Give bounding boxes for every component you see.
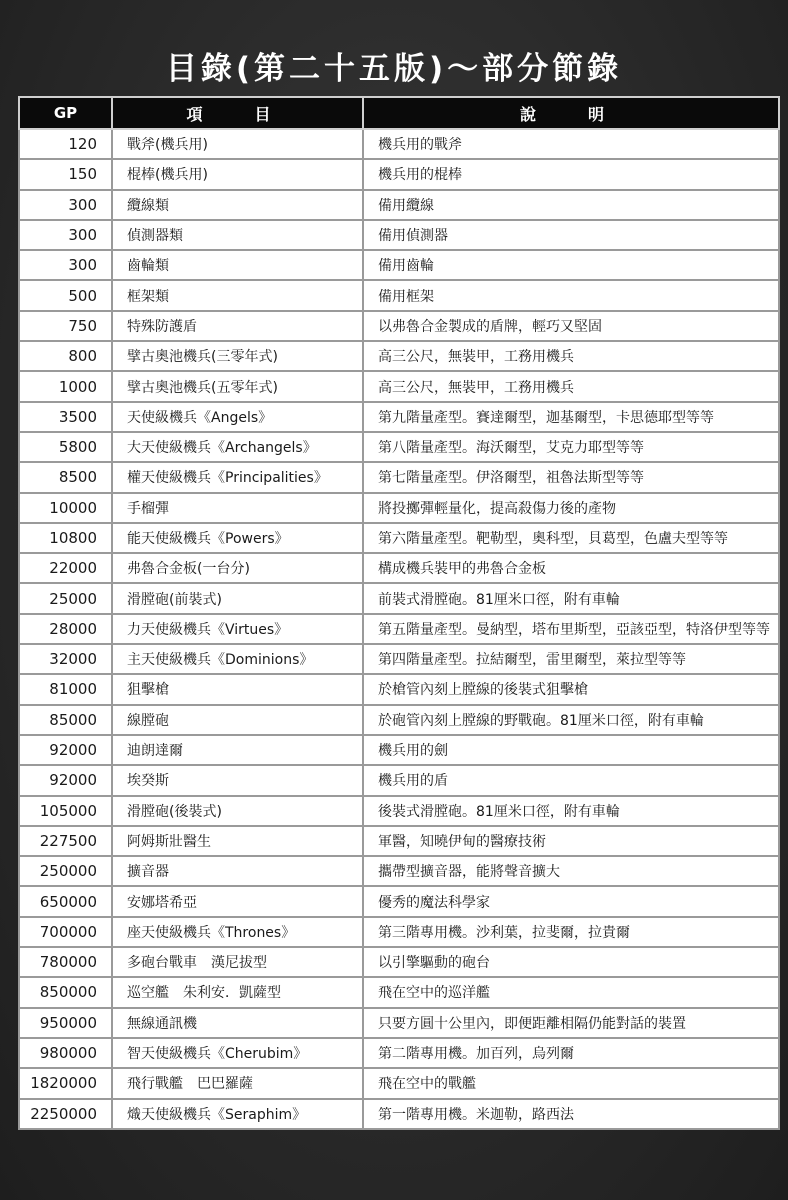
description-cell: 攜帶型擴音器，能將聲音擴大 xyxy=(363,856,779,886)
description-cell: 機兵用的劍 xyxy=(363,735,779,765)
item-cell: 埃癸斯 xyxy=(112,765,363,795)
item-cell: 棍棒(機兵用) xyxy=(112,159,363,189)
description-cell: 飛在空中的巡洋艦 xyxy=(363,977,779,1007)
table-row xyxy=(19,917,779,947)
table-body xyxy=(19,129,779,1129)
table-row xyxy=(19,493,779,523)
item-cell: 座天使級機兵《Thrones》 xyxy=(112,917,363,947)
gp-cell: 1820000 xyxy=(19,1068,112,1098)
item-cell: 無線通訊機 xyxy=(112,1008,363,1038)
item-cell: 纜線類 xyxy=(112,190,363,220)
table-row xyxy=(19,462,779,492)
description-cell: 以弗魯合金製成的盾牌，輕巧又堅固 xyxy=(363,311,779,341)
item-cell: 天使級機兵《Angels》 xyxy=(112,402,363,432)
item-cell: 阿姆斯壯醫生 xyxy=(112,826,363,856)
table-row xyxy=(19,614,779,644)
description-cell: 第七階量產型。伊洛爾型，祖魯法斯型等等 xyxy=(363,462,779,492)
gp-cell: 700000 xyxy=(19,917,112,947)
item-cell: 熾天使級機兵《Seraphim》 xyxy=(112,1099,363,1129)
gp-cell: 81000 xyxy=(19,674,112,704)
description-cell: 高三公尺，無裝甲，工務用機兵 xyxy=(363,371,779,401)
table-row xyxy=(19,553,779,583)
gp-cell: 300 xyxy=(19,190,112,220)
item-cell: 巡空艦 朱利安．凱薩型 xyxy=(112,977,363,1007)
item-cell: 大天使級機兵《Archangels》 xyxy=(112,432,363,462)
item-cell: 智天使級機兵《Cherubim》 xyxy=(112,1038,363,1068)
table-row xyxy=(19,674,779,704)
description-cell: 備用框架 xyxy=(363,280,779,310)
description-cell: 構成機兵裝甲的弗魯合金板 xyxy=(363,553,779,583)
description-cell: 備用偵測器 xyxy=(363,220,779,250)
table-row xyxy=(19,735,779,765)
description-cell: 第一階專用機。米迦勒，路西法 xyxy=(363,1099,779,1129)
gp-cell: 250000 xyxy=(19,856,112,886)
table-row xyxy=(19,280,779,310)
table-row xyxy=(19,159,779,189)
description-cell: 於砲管內刻上膛線的野戰砲。81厘米口徑，附有車輪 xyxy=(363,705,779,735)
item-cell: 滑膛砲(後裝式) xyxy=(112,796,363,826)
description-cell: 於槍管內刻上膛線的後裝式狙擊槍 xyxy=(363,674,779,704)
description-cell: 備用纜線 xyxy=(363,190,779,220)
item-cell: 滑膛砲(前裝式) xyxy=(112,583,363,613)
table-row xyxy=(19,796,779,826)
gp-cell: 5800 xyxy=(19,432,112,462)
table-row xyxy=(19,432,779,462)
table-row xyxy=(19,856,779,886)
item-cell: 擘古奧池機兵(三零年式) xyxy=(112,341,363,371)
description-cell: 軍醫，知曉伊甸的醫療技術 xyxy=(363,826,779,856)
table-row xyxy=(19,371,779,401)
description-cell: 第八階量產型。海沃爾型，艾克力耶型等等 xyxy=(363,432,779,462)
gp-cell: 950000 xyxy=(19,1008,112,1038)
item-cell: 能天使級機兵《Powers》 xyxy=(112,523,363,553)
item-cell: 手榴彈 xyxy=(112,493,363,523)
description-cell: 備用齒輪 xyxy=(363,250,779,280)
gp-cell: 300 xyxy=(19,250,112,280)
column-header-gp: GP xyxy=(19,97,112,129)
gp-cell: 850000 xyxy=(19,977,112,1007)
gp-cell: 8500 xyxy=(19,462,112,492)
gp-cell: 650000 xyxy=(19,886,112,916)
item-cell: 弗魯合金板(一台分) xyxy=(112,553,363,583)
gp-cell: 28000 xyxy=(19,614,112,644)
gp-cell: 1000 xyxy=(19,371,112,401)
gp-cell: 10000 xyxy=(19,493,112,523)
gp-cell: 10800 xyxy=(19,523,112,553)
description-cell: 高三公尺，無裝甲，工務用機兵 xyxy=(363,341,779,371)
description-cell: 機兵用的盾 xyxy=(363,765,779,795)
item-cell: 主天使級機兵《Dominions》 xyxy=(112,644,363,674)
table-header-row xyxy=(19,97,779,129)
description-cell: 優秀的魔法科學家 xyxy=(363,886,779,916)
gp-cell: 750 xyxy=(19,311,112,341)
description-cell: 第三階專用機。沙利葉，拉斐爾，拉貴爾 xyxy=(363,917,779,947)
table-row xyxy=(19,947,779,977)
table-row xyxy=(19,1038,779,1068)
description-cell: 第五階量產型。曼納型，塔布里斯型，亞該亞型，特洛伊型等等 xyxy=(363,614,779,644)
gp-cell: 980000 xyxy=(19,1038,112,1068)
gp-cell: 85000 xyxy=(19,705,112,735)
gp-cell: 92000 xyxy=(19,735,112,765)
description-cell: 第九階量產型。賽達爾型，迦基爾型，卡思德耶型等等 xyxy=(363,402,779,432)
item-cell: 迪朗達爾 xyxy=(112,735,363,765)
item-cell: 力天使級機兵《Virtues》 xyxy=(112,614,363,644)
table-row xyxy=(19,1008,779,1038)
gp-cell: 800 xyxy=(19,341,112,371)
description-cell: 機兵用的棍棒 xyxy=(363,159,779,189)
item-cell: 狙擊槍 xyxy=(112,674,363,704)
description-cell: 第六階量產型。靶勒型，奧科型，貝葛型，色盧夫型等等 xyxy=(363,523,779,553)
item-cell: 擘古奧池機兵(五零年式) xyxy=(112,371,363,401)
gp-cell: 120 xyxy=(19,129,112,159)
column-header-item: 項 目 xyxy=(112,97,363,129)
table-row xyxy=(19,583,779,613)
column-header-description: 說 明 xyxy=(363,97,779,129)
gp-cell: 92000 xyxy=(19,765,112,795)
description-cell: 前裝式滑膛砲。81厘米口徑，附有車輪 xyxy=(363,583,779,613)
page-title: 目錄(第二十五版)～部分節錄 xyxy=(165,51,623,87)
table-row xyxy=(19,402,779,432)
gp-cell: 25000 xyxy=(19,583,112,613)
item-cell: 多砲台戰車 漢尼拔型 xyxy=(112,947,363,977)
gp-cell: 300 xyxy=(19,220,112,250)
item-cell: 偵測器類 xyxy=(112,220,363,250)
item-cell: 齒輪類 xyxy=(112,250,363,280)
table-row xyxy=(19,1068,779,1098)
table-row xyxy=(19,311,779,341)
table-row xyxy=(19,250,779,280)
item-cell: 戰斧(機兵用) xyxy=(112,129,363,159)
table-row xyxy=(19,523,779,553)
item-cell: 框架類 xyxy=(112,280,363,310)
gp-cell: 227500 xyxy=(19,826,112,856)
gp-cell: 150 xyxy=(19,159,112,189)
description-cell: 機兵用的戰斧 xyxy=(363,129,779,159)
table-row xyxy=(19,644,779,674)
description-cell: 以引擎驅動的砲台 xyxy=(363,947,779,977)
item-cell: 擴音器 xyxy=(112,856,363,886)
gp-cell: 3500 xyxy=(19,402,112,432)
table-row xyxy=(19,826,779,856)
gp-cell: 2250000 xyxy=(19,1099,112,1129)
item-cell: 特殊防護盾 xyxy=(112,311,363,341)
item-cell: 權天使級機兵《Principalities》 xyxy=(112,462,363,492)
description-cell: 第二階專用機。加百列，烏列爾 xyxy=(363,1038,779,1068)
table-row xyxy=(19,190,779,220)
description-cell: 飛在空中的戰艦 xyxy=(363,1068,779,1098)
gp-cell: 500 xyxy=(19,280,112,310)
table-row xyxy=(19,765,779,795)
description-cell: 只要方圓十公里內，即便距離相隔仍能對話的裝置 xyxy=(363,1008,779,1038)
table-row xyxy=(19,341,779,371)
catalog-table xyxy=(18,96,780,1130)
table-row xyxy=(19,705,779,735)
item-cell: 安娜塔希亞 xyxy=(112,886,363,916)
gp-cell: 105000 xyxy=(19,796,112,826)
gp-cell: 32000 xyxy=(19,644,112,674)
table-row xyxy=(19,1099,779,1129)
item-cell: 線膛砲 xyxy=(112,705,363,735)
description-cell: 將投擲彈輕量化，提高殺傷力後的產物 xyxy=(363,493,779,523)
table-row xyxy=(19,977,779,1007)
item-cell: 飛行戰艦 巴巴羅薩 xyxy=(112,1068,363,1098)
table-row xyxy=(19,129,779,159)
gp-cell: 22000 xyxy=(19,553,112,583)
description-cell: 後裝式滑膛砲。81厘米口徑，附有車輪 xyxy=(363,796,779,826)
description-cell: 第四階量產型。拉結爾型，雷里爾型，萊拉型等等 xyxy=(363,644,779,674)
gp-cell: 780000 xyxy=(19,947,112,977)
table-row xyxy=(19,220,779,250)
table-row xyxy=(19,886,779,916)
